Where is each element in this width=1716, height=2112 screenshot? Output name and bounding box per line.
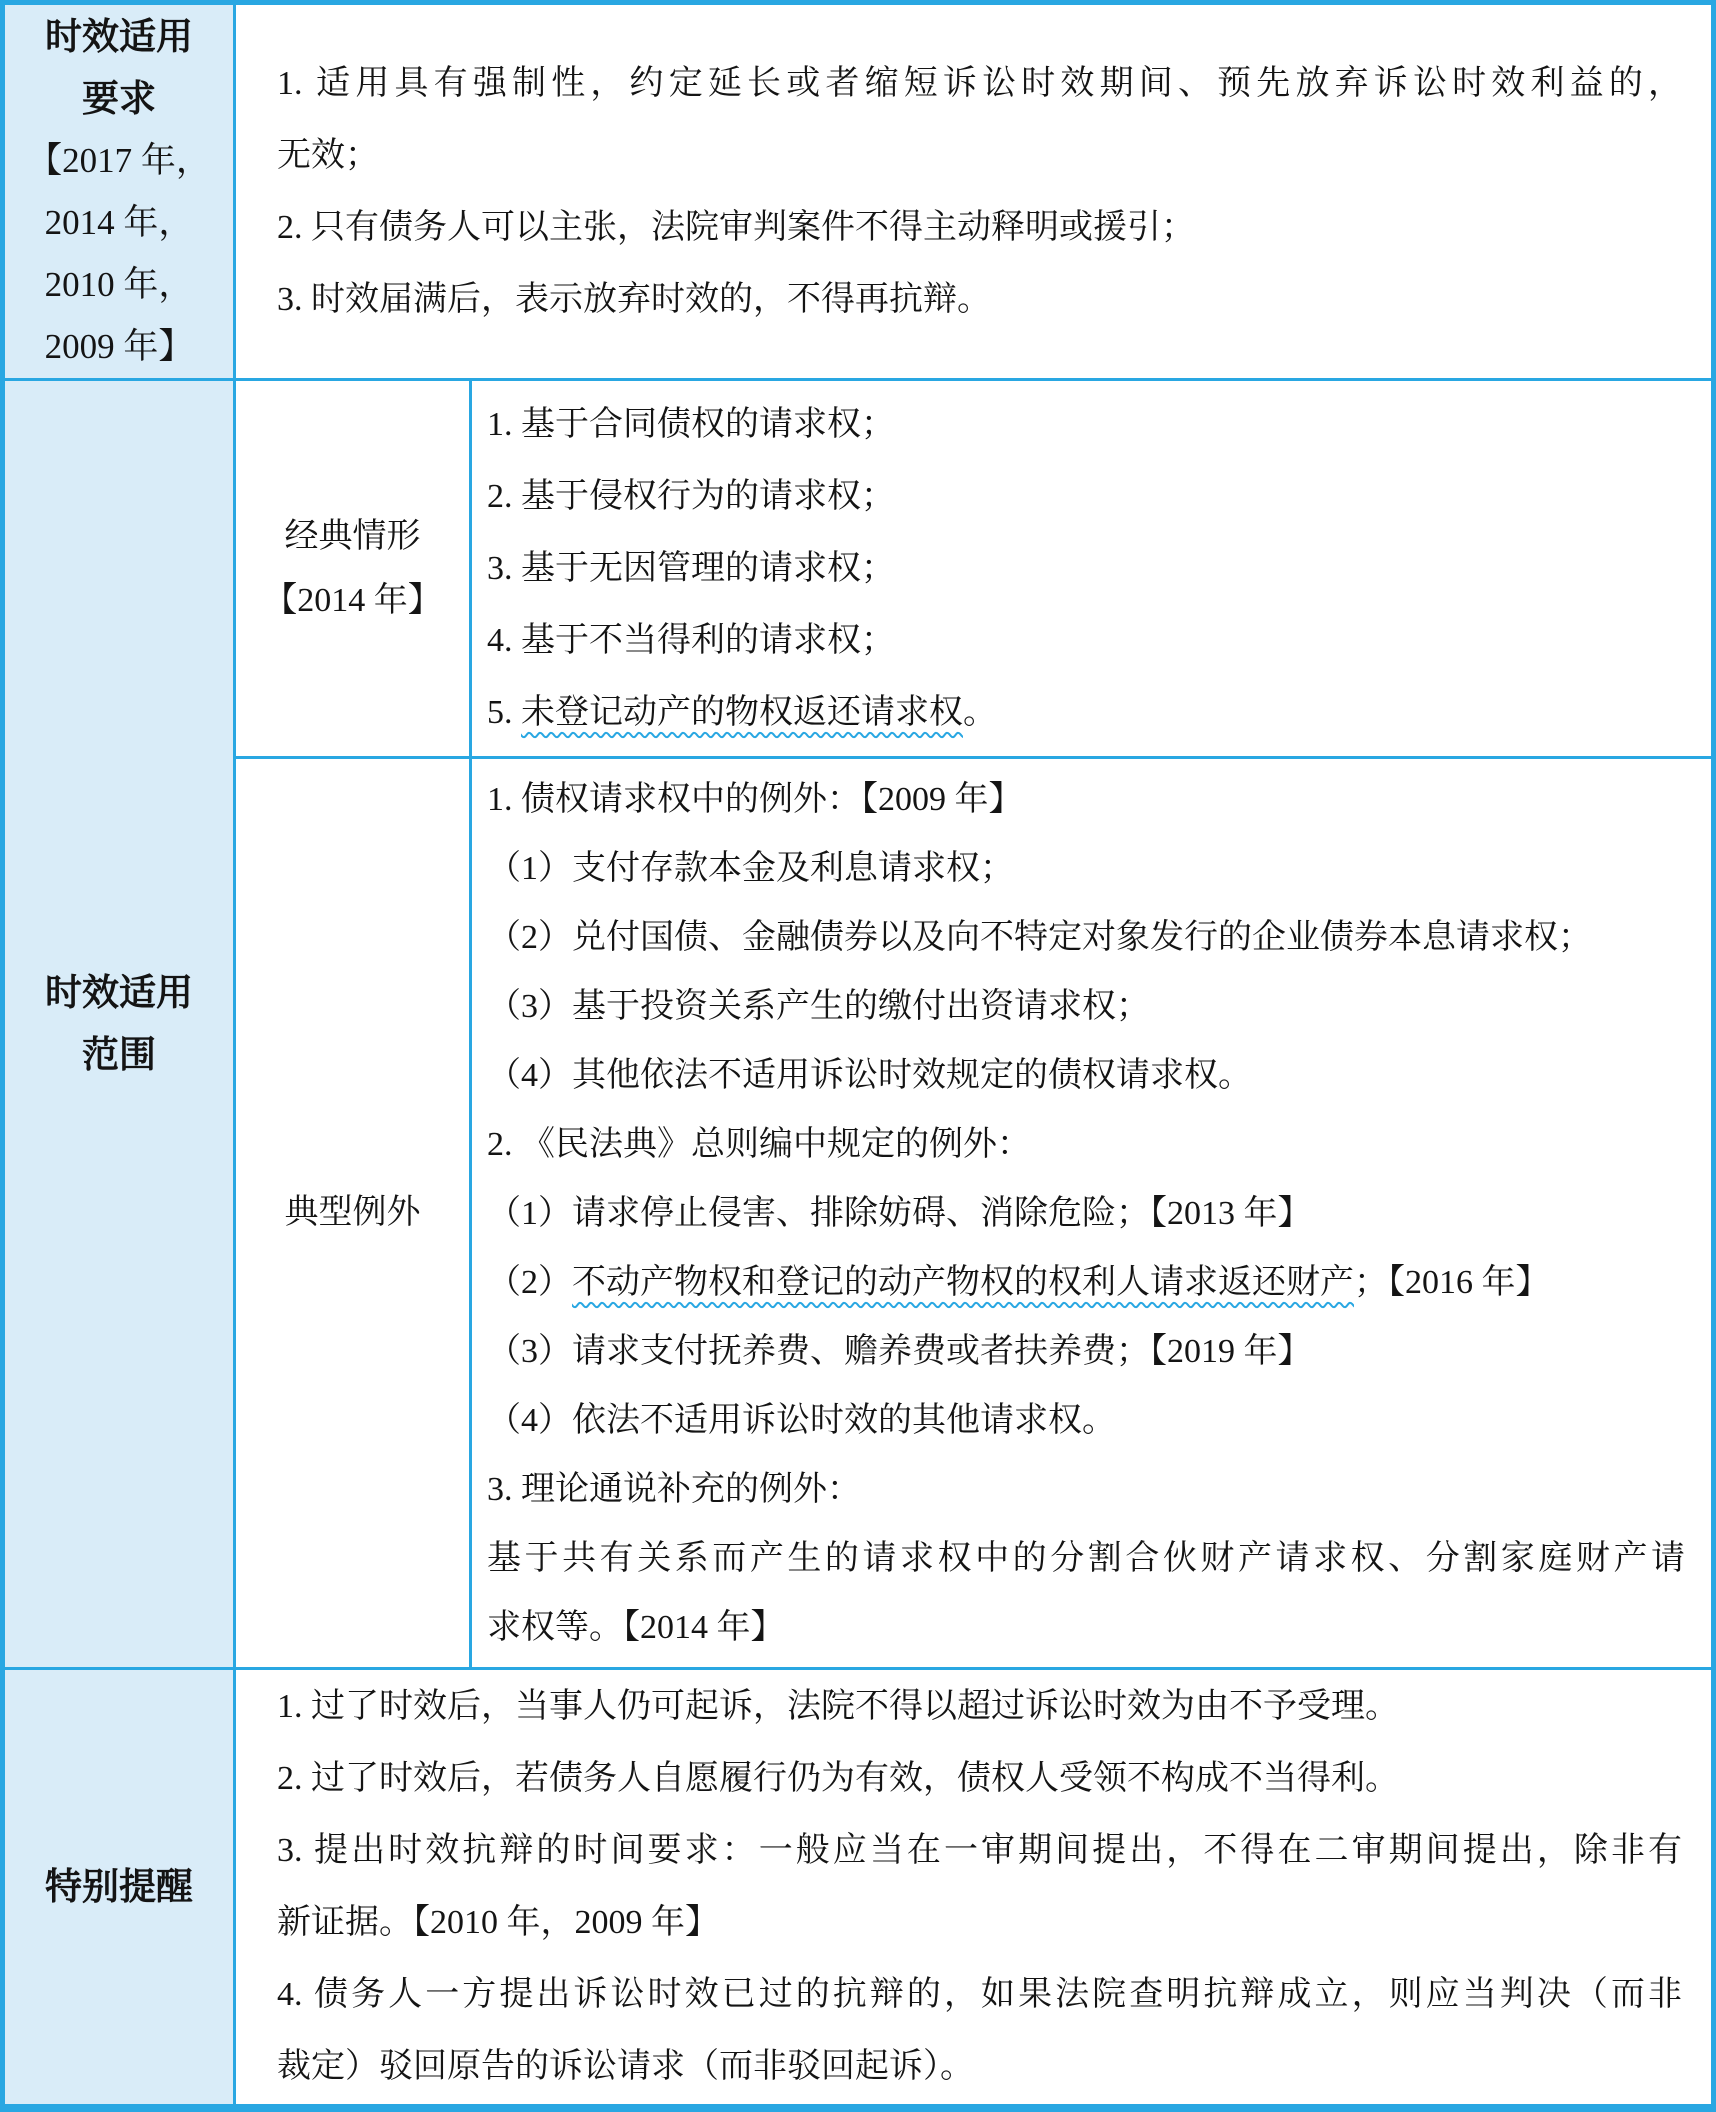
text-line-wavy-underlined: 5. 未登记动产的物权返还请求权。 [487,693,997,731]
scope-header-title-line: 范围 [82,1034,156,1075]
scope-header-cell [5,381,233,1667]
text-line: 1. 过了时效后，当事人仍可起诉，法院不得以超过诉讼时效为由不予受理。 [277,1688,1399,1725]
reminder-content-cell [236,1670,1711,2104]
text-line: 1. 适用具有强制性，约定延长或者缩短诉讼时效期间、预先放弃诉讼时效利益的， [277,64,1682,102]
text-line: 2. 基于侵权行为的请求权； [487,477,895,515]
text-line: （2）兑付国债、金融债券以及向不特定对象发行的企业债券本息请求权； [487,918,1592,956]
row1-header-year-line: 【2017 年， [27,140,211,180]
text-line: 4. 债务人一方提出诉讼时效已过的抗辩的，如果法院查明抗辩成立，则应当判决（而非 [277,1976,1682,2013]
text-line: 3. 提出时效抗辩的时间要求：一般应当在一审期间提出，不得在二审期间提出，除非有 [277,1832,1682,1869]
row1-header-year-line: 2010 年， [44,264,194,304]
scope-header-title-line: 时效适用 [45,972,193,1013]
row1-header-year-line: 2009 年】 [44,326,194,366]
text-line: 1. 基于合同债权的请求权； [487,405,895,443]
text-line: （4）依法不适用诉讼时效的其他请求权。 [487,1401,1116,1439]
text-line: （3）基于投资关系产生的缴付出资请求权； [487,987,1150,1025]
classic-label-cell [236,381,469,756]
text-line: （4）其他依法不适用诉讼时效规定的债权请求权。 [487,1056,1252,1094]
text-line: 裁定）驳回原告的诉讼请求（而非驳回起诉）。 [277,2048,974,2085]
text-line: 3. 理论通说补充的例外： [487,1470,861,1508]
text-line-wavy-underlined: （2）不动产物权和登记的动产物权的权利人请求返还财产；【2016 年】 [487,1263,1550,1301]
text-line: 3. 时效届满后，表示放弃时效的，不得再抗辩。 [277,280,991,318]
text-line: 3. 基于无因管理的请求权； [487,549,895,587]
classic-label-line: 经典情形 [284,517,421,555]
text-line: 2. 只有债务人可以主张，法院审判案件不得主动释明或援引； [277,208,1195,246]
classic-label-line: 【2014 年】 [263,581,442,619]
row1-content-cell [236,5,1711,378]
text-line: 求权等。【2014 年】 [487,1608,785,1646]
row1-header-cell [5,5,233,378]
exceptions-content-cell [472,759,1711,1667]
text-line: 2. 过了时效后，若债务人自愿履行仍为有效，债权人受领不构成不当得利。 [277,1760,1399,1797]
text-line: 新证据。【2010 年，2009 年】 [277,1904,719,1941]
text-line: 1. 债权请求权中的例外：【2009 年】 [487,780,1023,818]
text-line: （3）请求支付抚养费、赡养费或者扶养费；【2019 年】 [487,1332,1312,1370]
text-line: （1）请求停止侵害、排除妨碍、消除危险；【2013 年】 [487,1194,1312,1232]
text-line: 无效； [277,136,379,174]
text-line: 2. 《民法典》总则编中规定的例外： [487,1125,1031,1163]
row1-header-year-line: 2014 年， [44,202,194,242]
row1-header-title-line: 时效适用 [45,15,193,57]
reminder-header-cell [5,1670,233,2104]
text-line: 4. 基于不当得利的请求权； [487,621,895,659]
row1-header-title-line: 要求 [82,77,156,119]
exceptions-label-line: 典型例外 [284,1194,421,1231]
exceptions-label-cell [236,759,469,1667]
reminder-header-title: 特别提醒 [45,1866,193,1907]
text-line: （1）支付存款本金及利息请求权； [487,849,1014,887]
text-line: 基于共有关系而产生的请求权中的分割合伙财产请求权、分割家庭财产请 [487,1539,1685,1577]
classic-content-cell [472,381,1711,756]
